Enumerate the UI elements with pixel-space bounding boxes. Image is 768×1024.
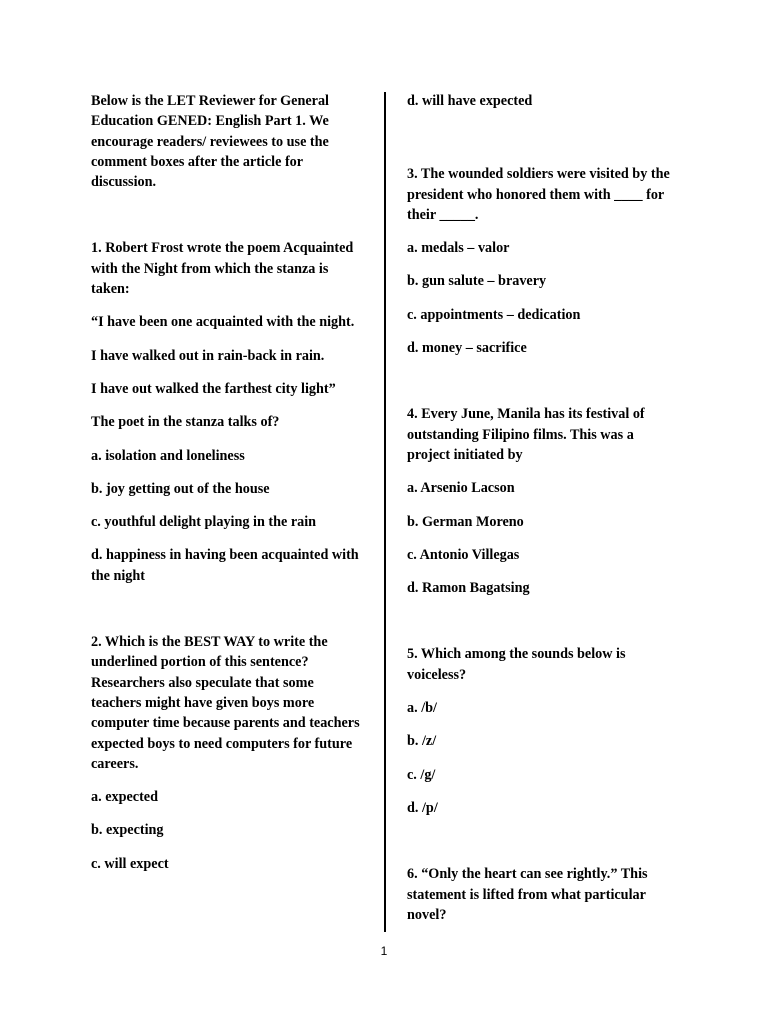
question-4: 4. Every June, Manila has its festival of outstanding Filipino films. This was a project initiated by — [407, 406, 645, 463]
q5-option-b: b. /z/ — [407, 733, 437, 750]
q4-option-b: b. German Moreno — [407, 513, 524, 530]
q1-option-c: c. youthful delight playing in the rain — [91, 514, 317, 531]
stanza-line-3: I have out walked the farthest city light” — [91, 380, 336, 397]
question-1-prompt: The poet in the stanza talks of? — [91, 414, 280, 431]
q1-option-a: a. isolation and loneliness — [91, 447, 245, 464]
q4-option-c: c. Antonio Villegas — [407, 546, 520, 563]
q3-option-a: a. medals – valor — [407, 240, 510, 257]
q5-option-d: d. /p/ — [407, 799, 438, 816]
question-5: 5. Which among the sounds below is voiceless? — [407, 646, 626, 683]
q5-option-c: c. /g/ — [407, 766, 436, 783]
q3-option-d: d. money – sacrifice — [407, 340, 527, 357]
spacer — [407, 124, 677, 164]
q2-option-c: c. will expect — [91, 855, 169, 872]
stanza-line-2: I have walked out in rain-back in rain. — [91, 347, 325, 364]
q5-option-a: a. /b/ — [407, 700, 437, 717]
question-1: 1. Robert Frost wrote the poem Acquainted with the Night from which the stanza is taken: — [91, 240, 354, 298]
q4-option-a: a. Arsenio Lacson — [407, 480, 515, 497]
question-6: 6. “Only the heart can see rightly.” This statement is lifted from what particular novel? — [407, 866, 648, 923]
q3-option-c: c. appointments – dedication — [407, 306, 581, 323]
q1-option-b: b. joy getting out of the house — [91, 480, 270, 497]
stanza-line-1: “I have been one acquainted with the night. — [91, 314, 355, 331]
q2-option-b: b. expecting — [91, 822, 164, 839]
spacer — [407, 611, 677, 644]
q3-option-b: b. gun salute – bravery — [407, 273, 547, 290]
question-2: 2. Which is the BEST WAY to write the underlined portion of this sentence? Researchers also speculate that some teachers might have given boys more computer time because parents and teachers expected boys to need computers for future careers. — [91, 634, 360, 772]
spacer — [91, 205, 363, 238]
spacer — [407, 371, 677, 404]
spacer — [407, 831, 677, 864]
page-number: 1 — [380, 944, 388, 958]
intro-paragraph: Below is the LET Reviewer for General Education GENED: English Part 1. We encourage readers/ reviewees to use the comment boxes after the article for discussion. — [91, 93, 330, 191]
q1-option-d: d. happiness in having been acquainted with the night — [91, 547, 359, 584]
q2-option-a: a. expected — [91, 789, 158, 806]
left-column — [91, 91, 363, 887]
q4-option-d: d. Ramon Bagatsing — [407, 580, 530, 597]
spacer — [91, 599, 363, 632]
question-3: 3. The wounded soldiers were visited by the president who honored them with ____ for their _____. — [407, 166, 670, 223]
column-divider — [384, 92, 386, 932]
right-column — [407, 91, 677, 938]
q2-option-d: d. will have expected — [407, 93, 533, 109]
